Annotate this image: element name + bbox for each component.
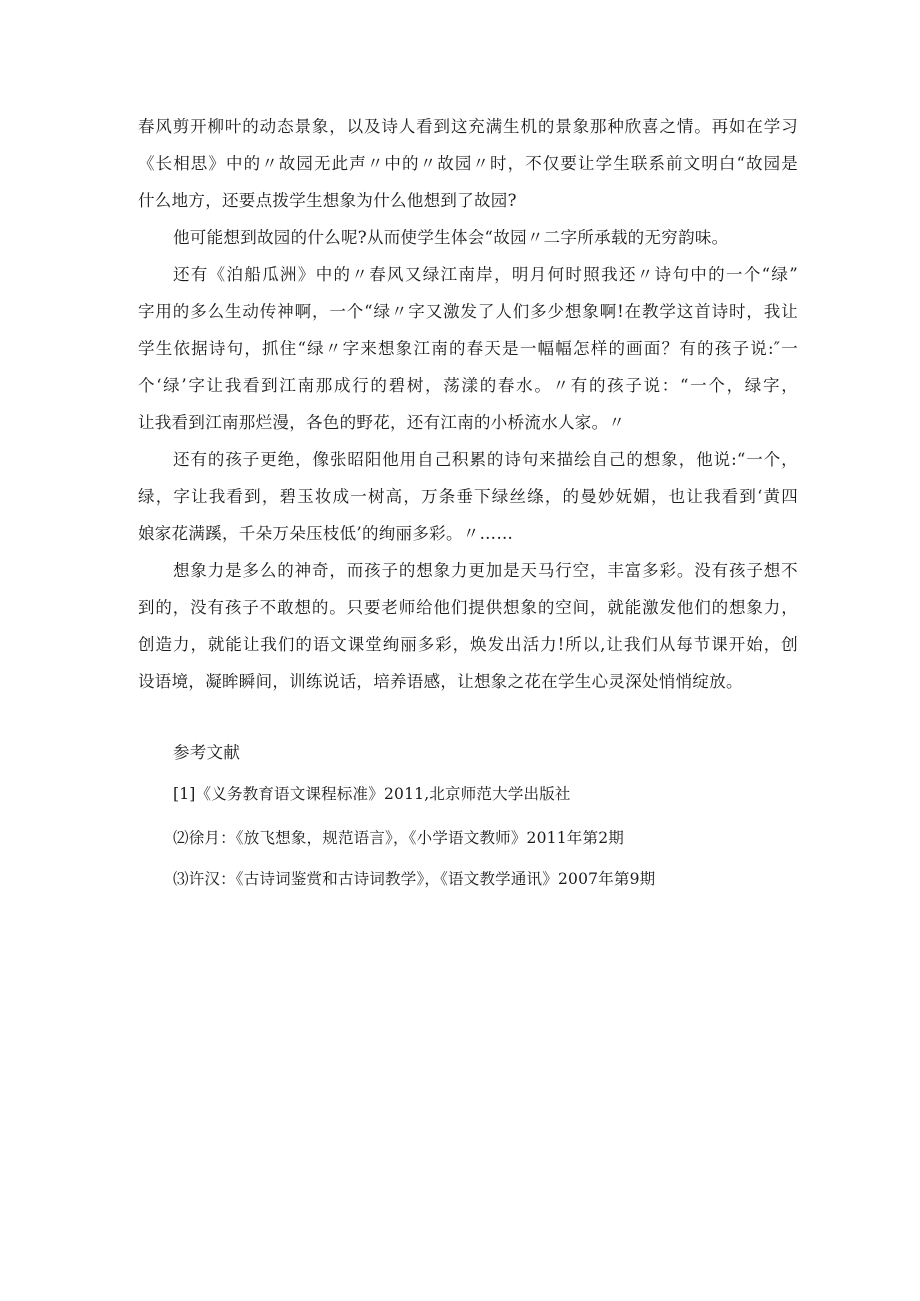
paragraph-5-line-1: 想象力是多么的神奇，而孩子的想象力更加是天马行空，丰富多彩。没有孩子想不 bbox=[173, 561, 798, 580]
reference-item-3: ⑶许汉：《古诗词鉴赏和古诗词教学》，《语文教学通讯》2007年第9期 bbox=[173, 870, 656, 888]
paragraph-2-line-1: 他可能想到故园的什么呢?从而使学生体会“故园〃二字所承载的无穷韵味。 bbox=[173, 228, 729, 247]
paragraph-1-line-3: 什么地方，还要点拨学生想象为什么他想到了故园? bbox=[138, 191, 517, 210]
paragraph-3-line-5: 让我看到江南那烂漫，各色的野花，还有江南的小桥流水人家。〃 bbox=[138, 413, 626, 432]
paragraph-5-line-4: 设语境，凝眸瞬间，训练说话，培养语感，让想象之花在学生心灵深处悄悄绽放。 bbox=[138, 672, 743, 691]
paragraph-5-line-3: 创造力，就能让我们的语文课堂绚丽多彩，焕发出活力!所以,让我们从每节课开始，创 bbox=[138, 635, 798, 654]
reference-item-2: ⑵徐月：《放飞想象，规范语言》，《小学语文教师》2011年第2期 bbox=[173, 829, 624, 847]
paragraph-3-line-4: 个‘绿’字让我看到江南那成行的碧树，荡漾的春水。〃有的孩子说：“一个，绿字， bbox=[138, 376, 798, 395]
paragraph-4-line-1: 还有的孩子更绝，像张昭阳他用自己积累的诗句来描绘自己的想象，他说:“一个， bbox=[173, 450, 798, 469]
reference-item-1: [1]《义务教育语文课程标准》2011,北京师范大学出版社 bbox=[173, 785, 571, 803]
paragraph-5-line-2: 到的，没有孩子不敢想的。只要老师给他们提供想象的空间，就能激发他们的想象力， bbox=[138, 598, 798, 617]
paragraph-1-line-2: 《长相思》中的〃故园无此声〃中的〃故园〃时，不仅要让学生联系前文明白“故园是 bbox=[138, 154, 798, 173]
paragraph-4-line-2: 绿，字让我看到，碧玉妆成一树高，万条垂下绿丝绦，的曼妙妩媚，也让我看到‘黄四 bbox=[138, 487, 798, 506]
references-heading: 参考文献 bbox=[173, 743, 241, 762]
paragraph-1-line-1: 春风剪开柳叶的动态景象，以及诗人看到这充满生机的景象那种欣喜之情。再如在学习 bbox=[138, 117, 798, 136]
paragraph-3-line-3: 学生依据诗句，抓住“绿〃字来想象江南的春天是一幅幅怎样的画面？有的孩子说:″一 bbox=[138, 339, 798, 358]
paragraph-3-line-2: 字用的多么生动传神啊，一个“绿〃字又激发了人们多少想象啊!在教学这首诗时，我让 bbox=[138, 302, 798, 321]
paragraph-3-line-1: 还有《泊船瓜洲》中的〃春风又绿江南岸，明月何时照我还〃诗句中的一个“绿” bbox=[173, 265, 798, 284]
paragraph-4-line-3: 娘家花满蹊，千朵万朵压枝低’的绚丽多彩。〃…… bbox=[138, 524, 514, 543]
